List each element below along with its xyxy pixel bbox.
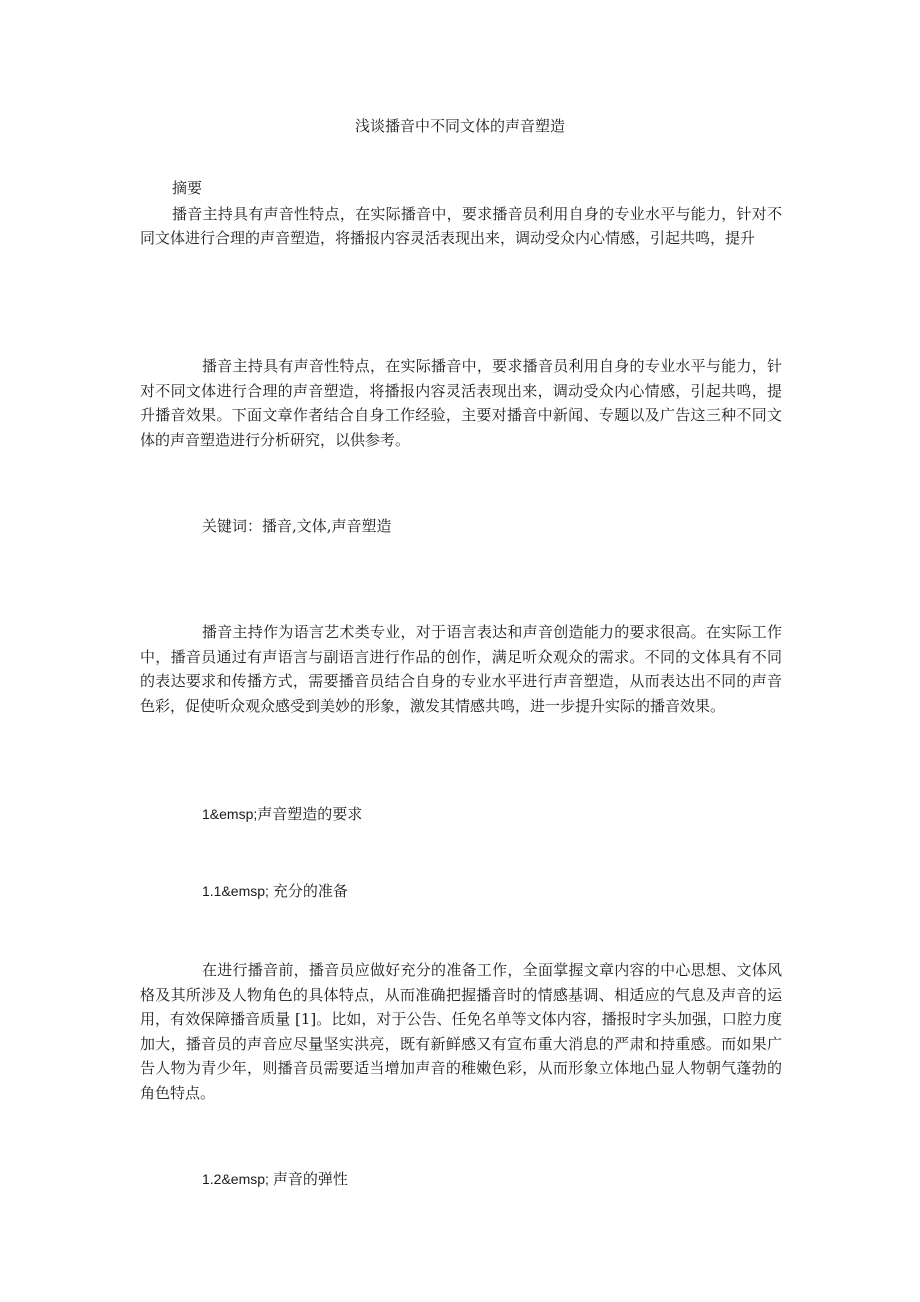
abstract-text: 播音主持具有声音性特点，在实际播音中，要求播音员利用自身的专业水平与能力，针对不同文体进行合理的声音塑造，将播报内容灵活表现出来，调动受众内心情感，引起共鸣，提升 [140,205,782,247]
section-1-2-title: 声音的弹性 [272,1170,348,1188]
section-1-1-title: 充分的准备 [272,882,348,900]
section-1-1-paragraph: 在进行播音前，播音员应做好充分的准备工作，全面掌握文章内容的中心思想、文体风格及其所涉及人物角色的具体特点，从而准确把握播音时的情感基调、相适应的气息及声音的运用，有效保障播音质量 [1]。比如，对于公告、任免名单等文体内容，播报时字头加强，口腔力度加大，播音员的声音应尽量坚实洪亮，既有新鲜感又有宣布重大消息的严肃和持重感。而如果广告人物为青少年，则播音员需要适当增加声音的稚嫩色彩，从而形象立体地凸显人物朝气蓬勃的角色特点。 [140,961,782,1102]
abstract-label: 摘要 [172,179,203,197]
document-title: 浅谈播音中不同文体的声音塑造 [354,117,565,135]
section-1-title: 声音塑造的要求 [257,805,363,823]
section-1-1-heading [202,880,348,902]
section-1-heading [202,803,362,825]
section-1-1-number: 1.1&emsp; [202,883,273,899]
keywords-line: 关键词：播音,文体,声音塑造 [202,517,392,535]
section-1-2-number: 1.2&emsp; [202,1171,273,1187]
intro-paragraph: 播音主持具有声音性特点，在实际播音中，要求播音员利用自身的专业水平与能力，针对不同文体进行合理的声音塑造，将播报内容灵活表现出来，调动受众内心情感，引起共鸣，提升播音效果。下面文章作者结合自身工作经验，主要对播音中新闻、专题以及广告这三种不同文体的声音塑造进行分析研究，以供参考。 [140,357,782,449]
section-1-2-heading [202,1168,348,1190]
section-1-number: 1&emsp; [202,806,258,822]
body-paragraph-1: 播音主持作为语言艺术类专业，对于语言表达和声音创造能力的要求很高。在实际工作中，播音员通过有声语言与副语言进行作品的创作，满足听众观众的需求。不同的文体具有不同的表达要求和传播方式，需要播音员结合自身的专业水平进行声音塑造，从而表达出不同的声音色彩，促使听众观众感受到美妙的形象，激发其情感共鸣，进一步提升实际的播音效果。 [140,623,782,715]
